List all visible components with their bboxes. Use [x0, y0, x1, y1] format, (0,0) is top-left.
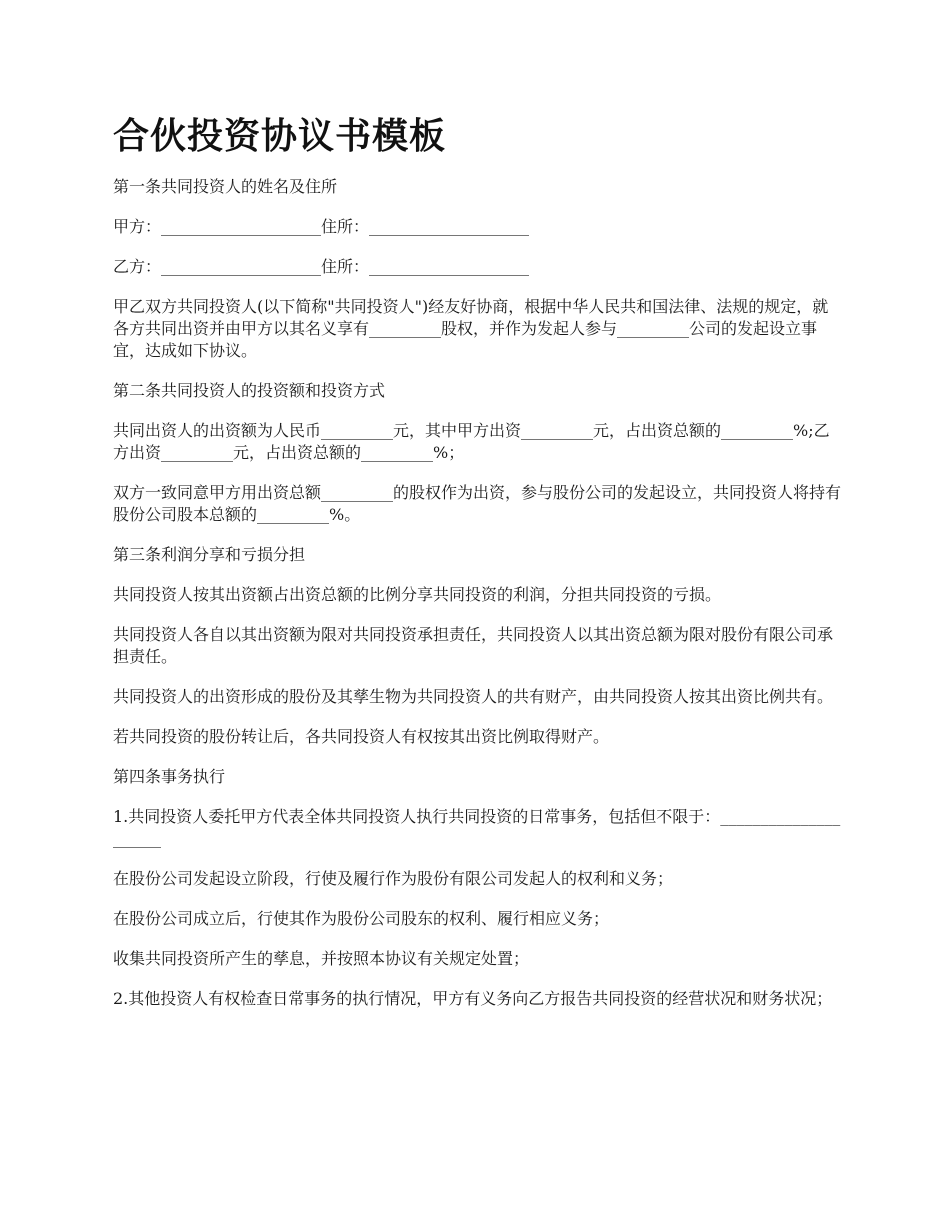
- document-title: 合伙投资协议书模板: [113, 116, 447, 157]
- affairs-item-shareholder: 在股份公司成立后，行使其作为股份公司股东的权利、履行相应义务；: [113, 909, 610, 928]
- equity-contribution-paragraph: 双方一致同意甲方用出资总额_________的股权作为出资，参与股份公司的发起设立，共同投资人将持有股份公司股本总额的_________%。: [113, 483, 842, 524]
- section-heading-4: 第四条事务执行: [113, 767, 226, 786]
- affairs-item-interest: 收集共同投资所产生的孳息，并按照本协议有关规定处置；: [113, 949, 530, 968]
- share-transfer-paragraph: 若共同投资的股份转让后，各共同投资人有权按其出资比例取得财产。: [113, 727, 610, 746]
- party-b-line: 乙方：____________________住所：____________________: [113, 257, 530, 276]
- investment-amount-paragraph: 共同出资人的出资额为人民币_________元，其中甲方出资_________元，占出资总额的_________%;乙方出资_________元，占出资总额的_________%；: [113, 421, 830, 462]
- preamble-paragraph: 甲乙双方共同投资人(以下简称"共同投资人")经友好协商，根据中华人民共和国法律、法规的规定，就各方共同出资并由甲方以其名义享有_________股权，并作为发起人参与_________公司的发起设立事宜，达成如下协议。: [113, 297, 829, 360]
- section-heading-3: 第三条利润分享和亏损分担: [113, 545, 306, 564]
- affairs-clause-2: 2.其他投资人有权检查日常事务的执行情况，甲方有义务向乙方报告共同投资的经营状况和财务状况；: [113, 989, 833, 1008]
- document-page: [113, 112, 841, 1028]
- affairs-item-founding: 在股份公司发起设立阶段，行使及履行作为股份有限公司发起人的权利和义务；: [113, 869, 674, 888]
- liability-paragraph: 共同投资人各自以其出资额为限对共同投资承担责任，共同投资人以其出资总额为限对股份有限公司承担责任。: [113, 625, 834, 666]
- joint-property-paragraph: 共同投资人的出资形成的股份及其孳生物为共同投资人的共有财产，由共同投资人按其出资比例共有。: [113, 687, 834, 706]
- profit-sharing-paragraph: 共同投资人按其出资额占出资总额的比例分享共同投资的利润，分担共同投资的亏损。: [113, 585, 722, 604]
- affairs-clause-1: 1.共同投资人委托甲方代表全体共同投资人执行共同投资的日常事务，包括但不限于：_____________________: [113, 807, 841, 848]
- section-heading-2: 第二条共同投资人的投资额和投资方式: [113, 381, 386, 400]
- party-a-line: 甲方：____________________住所：____________________: [113, 217, 530, 236]
- section-heading-1: 第一条共同投资人的姓名及住所: [113, 177, 338, 196]
